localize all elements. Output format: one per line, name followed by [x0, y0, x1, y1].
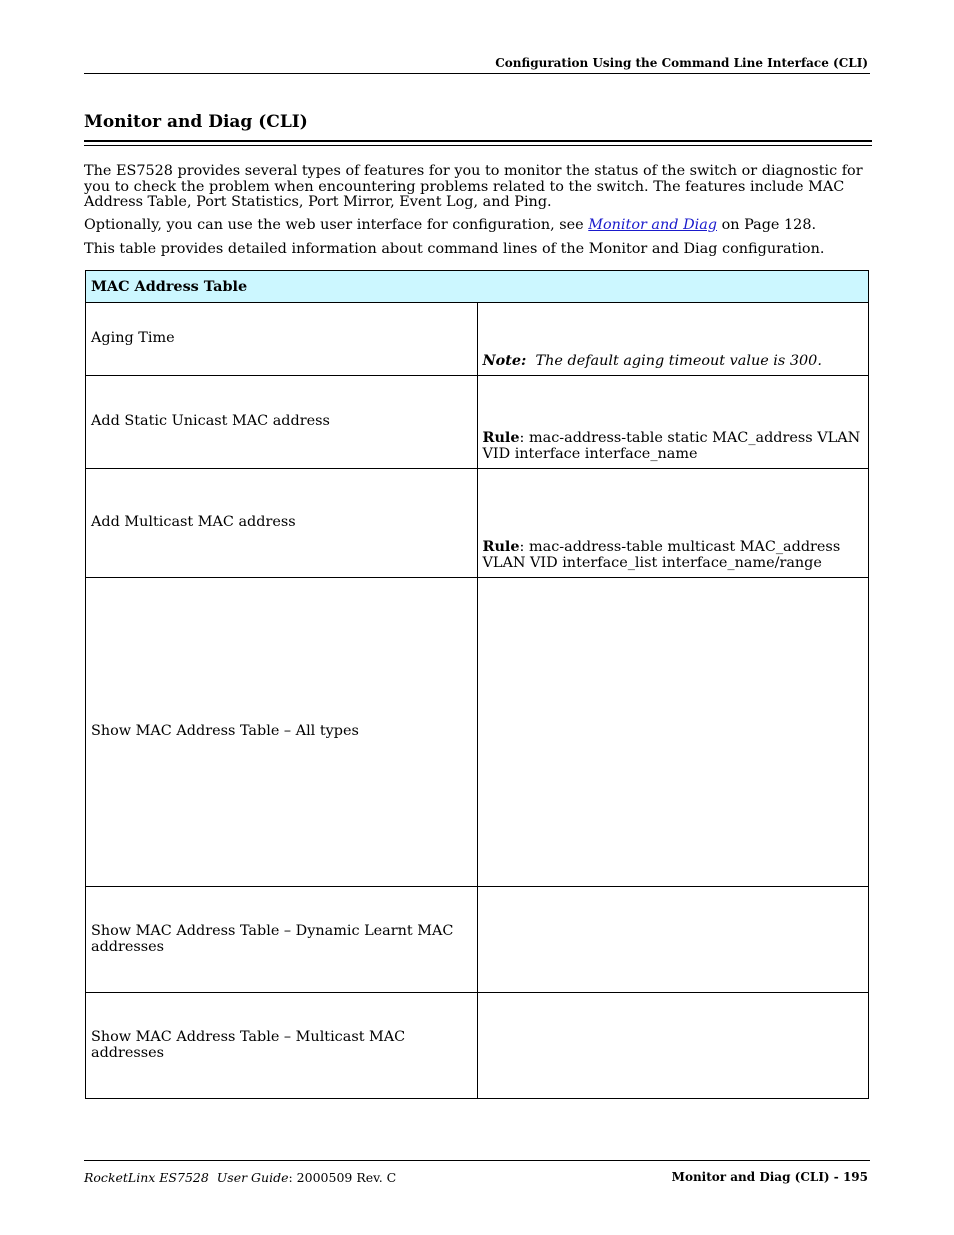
row-label: Show MAC Address Table – Multicast MAC addresses [86, 993, 478, 1099]
table-row [86, 993, 869, 1099]
row-content [477, 469, 869, 578]
reference-text-before: Optionally, you can use the web user interface for configuration, see [84, 217, 589, 233]
row-label: Aging Time [86, 303, 478, 376]
monitor-and-diag-link[interactable]: Monitor and Diag [588, 217, 718, 233]
running-header: Configuration Using the Command Line Interface (CLI) [495, 56, 868, 70]
footer-document-info [84, 1170, 396, 1185]
title-rule-thick [84, 140, 872, 142]
footer-page-label: Monitor and Diag (CLI) - 195 [671, 1170, 868, 1184]
table-row [86, 303, 869, 376]
row-label: Add Static Unicast MAC address [86, 376, 478, 469]
rule-text: : mac-address-table static MAC_address VLAN VID interface interface_name [482, 430, 861, 462]
row-label: Show MAC Address Table – Dynamic Learnt MAC addresses [86, 887, 478, 993]
footer-product: RocketLinx ES7528 [84, 1170, 209, 1185]
row-content [477, 303, 869, 376]
intro-paragraph: The ES7528 provides several types of features for you to monitor the status of the switch or diagnostic for you to check the problem when encountering problems related to the switch. The features include MAC Address Table, Port Statistics, Port Mirror, Event Log, and Ping. [84, 163, 863, 210]
header-rule [84, 73, 870, 74]
table-row [86, 376, 869, 469]
section-title: Monitor and Diag (CLI) [84, 112, 308, 132]
row-content [477, 376, 869, 469]
row-content [477, 993, 869, 1099]
rule-prefix: Rule [482, 538, 520, 555]
note-text: The default aging timeout value is 300. [526, 352, 822, 369]
rule-text: : mac-address-table multicast MAC_address VLAN VID interface_list interface_name/range [482, 539, 841, 571]
title-rule-thin [84, 145, 872, 146]
row-label: Show MAC Address Table – All types [86, 578, 478, 887]
table-intro-paragraph: This table provides detailed information about command lines of the Monitor and Diag configuration. [84, 241, 825, 257]
table-row [86, 887, 869, 993]
footer-doc-number: : 2000509 Rev. C [288, 1170, 397, 1185]
note-prefix: Note: [482, 351, 527, 369]
mac-address-table [85, 270, 869, 1099]
footer-guide: User Guide [208, 1170, 289, 1185]
row-content [477, 887, 869, 993]
table-row [86, 578, 869, 887]
table-row [86, 469, 869, 578]
reference-text-after: on Page 128. [717, 217, 817, 233]
table-header: MAC Address Table [86, 271, 869, 303]
row-label: Add Multicast MAC address [86, 469, 478, 578]
row-content [477, 578, 869, 887]
web-ui-reference-paragraph [84, 218, 872, 234]
footer-rule [84, 1160, 870, 1161]
rule-prefix: Rule [482, 429, 520, 446]
